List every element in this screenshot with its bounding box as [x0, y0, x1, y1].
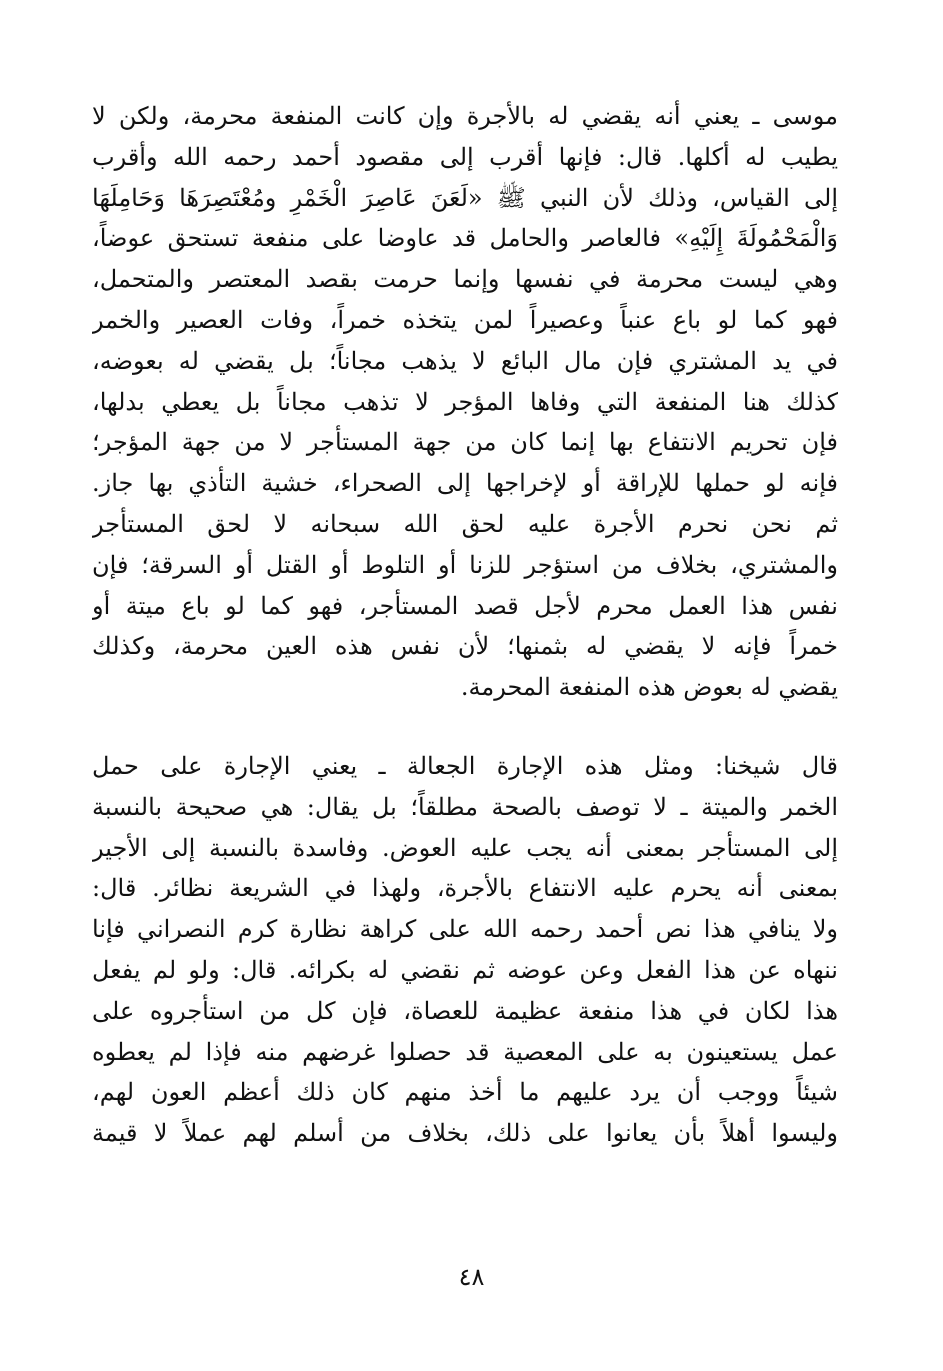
text-line: هذا لكان في هذا منفعة عظيمة للعصاة، فإن كل من استأجروه على	[92, 996, 838, 1025]
text-line: موسى ـ يعني أنه يقضي له بالأجرة وإن كانت المنفعة محرمة، ولكن لا	[92, 102, 838, 130]
text-line: قال شيخنا: ومثل هذه الإجارة الجعالة ـ يعني الإجارة على حمل	[92, 751, 838, 780]
text-line: ولا ينافي هذا نص أحمد رحمه الله على كراهة نظارة كرم النصراني فإنا	[92, 915, 838, 944]
text-line: كذلك هنا المنفعة التي وفاها المؤجر لا تذهب مجاناً بل يعطي بدلها،	[92, 387, 838, 416]
text-line: والمشتري، بخلاف من استؤجر للزنا أو التلوط أو القتل أو السرقة؛ فإن	[92, 550, 838, 579]
text-line: عمل يستعينون به على المعصية قد حصلوا غرضهم منه فإذا لم يعطوه	[92, 1037, 838, 1066]
page-number: ٤٨	[458, 1263, 485, 1291]
text-line: فإنه لو حملها للإراقة أو لإخراجها إلى الصحراء، خشية التأذي بها جاز.	[92, 469, 838, 498]
text-line: وَالْمَحْمُولَةَ إِلَيْهِ» فالعاصر والحامل قد عاوضا على منفعة تستحق عوضاً،	[92, 224, 838, 253]
text-line: يقضي له بعوض هذه المنفعة المحرمة.	[460, 673, 838, 702]
paragraph-2	[92, 746, 838, 1154]
text-line: ننهاه عن هذا الفعل وعن عوضه ثم نقضي له بكرائه. قال: ولو لم يفعل	[92, 955, 838, 984]
text-line: إلى المستأجر بمعنى أنه يجب عليه العوض. وفاسدة بالنسبة إلى الأجير	[92, 833, 838, 862]
paragraph-gap	[92, 708, 838, 746]
text-line: خمراً فإنه لا يقضي له بثمنها؛ لأن نفس هذه العين محرمة، وكذلك	[92, 632, 838, 661]
paragraph-1	[92, 96, 838, 708]
text-line: الخمر والميتة ـ لا توصف بالصحة مطلقاً؛ بل يقال: هي صحيحة بالنسبة	[92, 792, 838, 821]
text-line: نفس هذا العمل محرم لأجل قصد المستأجر، فهو كما لو باع ميتة أو	[92, 591, 838, 620]
text-line: وهي ليست محرمة في نفسها وإنما حرمت بقصد المعتصر والمتحمل،	[92, 265, 838, 294]
text-line: إلى القياس، وذلك لأن النبي ﷺ «لَعَنَ عَاصِرَ الْخَمْرِ ومُعْتَصِرَهَا وَحَامِلَهَا	[92, 183, 838, 212]
text-line: وليسوا أهلاً بأن يعانوا على ذلك، بخلاف من أسلم لهم عملاً لا قيمة	[92, 1119, 838, 1148]
text-line: ثم نحن نحرم الأجرة عليه لحق الله سبحانه لا لحق المستأجر	[92, 509, 838, 538]
text-line: بمعنى أنه يحرم عليه الانتفاع بالأجرة، ولهذا في الشريعة نظائر. قال:	[92, 874, 838, 903]
text-line: شيئاً ووجب أن يرد عليهم ما أخذ منهم كان ذلك أعظم العون لهم،	[92, 1078, 838, 1107]
text-line: في يد المشتري فإن مال البائع لا يذهب مجاناً؛ بل يقضي له بعوضه،	[92, 346, 838, 375]
text-line: يطيب له أكلها. قال: فإنها أقرب إلى مقصود أحمد رحمه الله وأقرب	[92, 142, 838, 171]
text-line: فإن تحريم الانتفاع بها إنما كان من جهة المستأجر لا من جهة المؤجر؛	[92, 428, 838, 457]
text-line: فهو كما لو باع عنباً وعصيراً لمن يتخذه خمراً، وفات العصير والخمر	[92, 305, 838, 334]
page-body	[92, 96, 838, 1154]
